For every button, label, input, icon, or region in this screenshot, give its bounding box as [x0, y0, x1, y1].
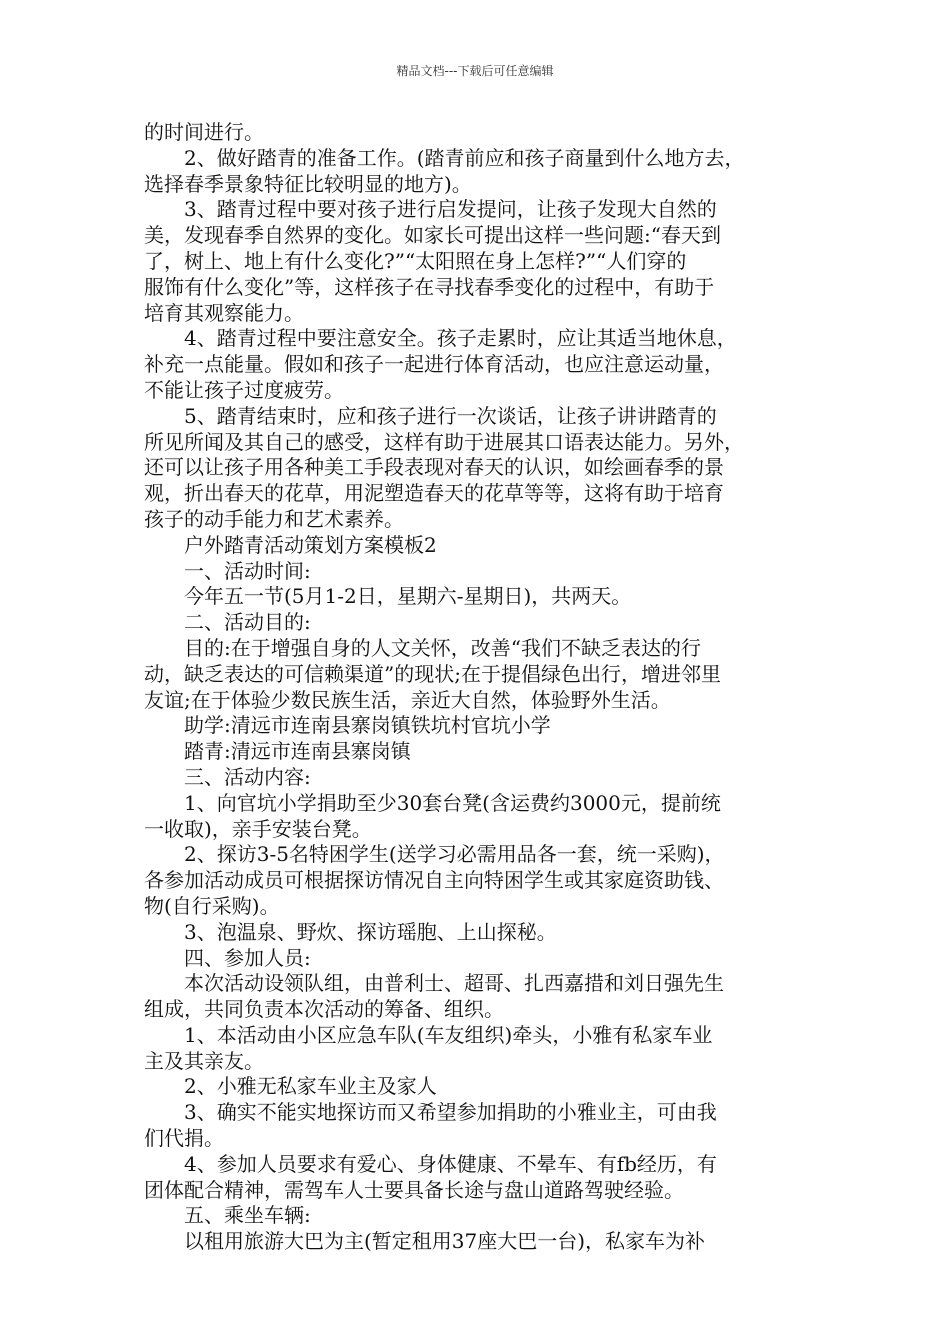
text-line: 4、参加人员要求有爱心、身体健康、不晕车、有fb经历，有	[144, 1151, 717, 1176]
text-line: 踏青:清远市连南县寨岗镇	[144, 739, 411, 764]
text-line: 3、泡温泉、野炊、探访瑶胞、上山探秘。	[144, 919, 557, 944]
text-line: 所见所闻及其自己的感受，这样有助于进展其口语表达能力。另外，	[144, 429, 744, 454]
text-line: 补充一点能量。假如和孩子一起进行体育活动，也应注意运动量，	[144, 352, 724, 377]
text-line: 动，缺乏表达的可信赖渠道”的现状;在于提倡绿色出行，增进邻里	[144, 661, 721, 686]
text-line: 选择春季景象特征比较明显的地方)。	[144, 171, 472, 196]
text-line: 美，发现春季自然界的变化。如家长可提出这样一些问题:“春天到	[144, 223, 721, 248]
document-body	[144, 120, 809, 1255]
section-heading: 三、活动内容:	[144, 764, 311, 789]
text-line: 2、小雅无私家车业主及家人	[144, 1074, 437, 1099]
text-line: 本次活动设领队组，由普利士、超哥、扎西嘉措和刘日强先生	[144, 971, 724, 996]
text-line: 团体配合精神，需驾车人士要具备长途与盘山道路驾驶经验。	[144, 1177, 684, 1202]
text-line: 各参加活动成员可根据探访情况自主向特困学生或其家庭资助钱、	[144, 868, 724, 893]
text-line: 友谊;在于体验少数民族生活，亲近大自然，体验野外生活。	[144, 687, 671, 712]
text-line: 1、本活动由小区应急车队(车友组织)牵头，小雅有私家车业	[144, 1022, 713, 1047]
text-line: 3、确实不能实地探访而又希望参加捐助的小雅业主，可由我	[144, 1100, 717, 1125]
text-line: 一收取)，亲手安装台凳。	[144, 816, 372, 841]
text-line: 3、踏青过程中要对孩子进行启发提问，让孩子发现大自然的	[144, 197, 717, 222]
text-line: 主及其亲友。	[144, 1048, 264, 1073]
text-line: 孩子的动手能力和艺术素养。	[144, 506, 404, 531]
section-title: 户外踏青活动策划方案模板2	[144, 532, 437, 557]
text-line: 今年五一节(5月1-2日，星期六-星期日)，共两天。	[144, 584, 632, 609]
text-line: 4、踏青过程中要注意安全。孩子走累时，应让其适当地休息，	[144, 326, 737, 351]
section-heading: 二、活动目的:	[144, 610, 311, 635]
text-line: 2、做好踏青的准备工作。(踏青前应和孩子商量到什么地方去，	[144, 145, 745, 170]
section-heading: 一、活动时间:	[144, 558, 311, 583]
text-line: 物(自行采购)。	[144, 893, 280, 918]
text-line: 1、向官坑小学捐助至少30套台凳(含运费约3000元，提前统	[144, 790, 721, 815]
text-line: 不能让孩子过度疲劳。	[144, 377, 344, 402]
text-line: 2、探访3-5名特困学生(送学习必需用品各一套，统一采购)，	[144, 842, 725, 867]
text-line: 目的:在于增强自身的人文关怀，改善“我们不缺乏表达的行	[144, 635, 701, 660]
text-line: 了，树上、地上有什么变化?”“太阳照在身上怎样?”“人们穿的	[144, 248, 687, 273]
text-line: 培育其观察能力。	[144, 300, 304, 325]
text-line: 还可以让孩子用各种美工手段表现对春天的认识，如绘画春季的景	[144, 455, 724, 480]
page-header: 精品文档---下载后可任意编辑	[396, 64, 554, 78]
text-line: 的时间进行。	[144, 120, 264, 144]
text-line: 服饰有什么变化”等，这样孩子在寻找春季变化的过程中，有助于	[144, 274, 715, 299]
section-heading: 五、乘坐车辆:	[144, 1203, 311, 1228]
text-line: 观，折出春天的花草，用泥塑造春天的花草等等，这将有助于培育	[144, 481, 724, 506]
text-line: 5、踏青结束时，应和孩子进行一次谈话，让孩子讲讲踏青的	[144, 403, 717, 428]
text-line: 以租用旅游大巴为主(暂定租用37座大巴一台)，私家车为补	[144, 1229, 706, 1254]
text-line: 组成，共同负责本次活动的筹备、组织。	[144, 997, 504, 1022]
text-line: 们代捐。	[144, 1126, 224, 1151]
section-heading: 四、参加人员:	[144, 945, 311, 970]
text-line: 助学:清远市连南县寨岗镇铁坑村官坑小学	[144, 713, 551, 738]
